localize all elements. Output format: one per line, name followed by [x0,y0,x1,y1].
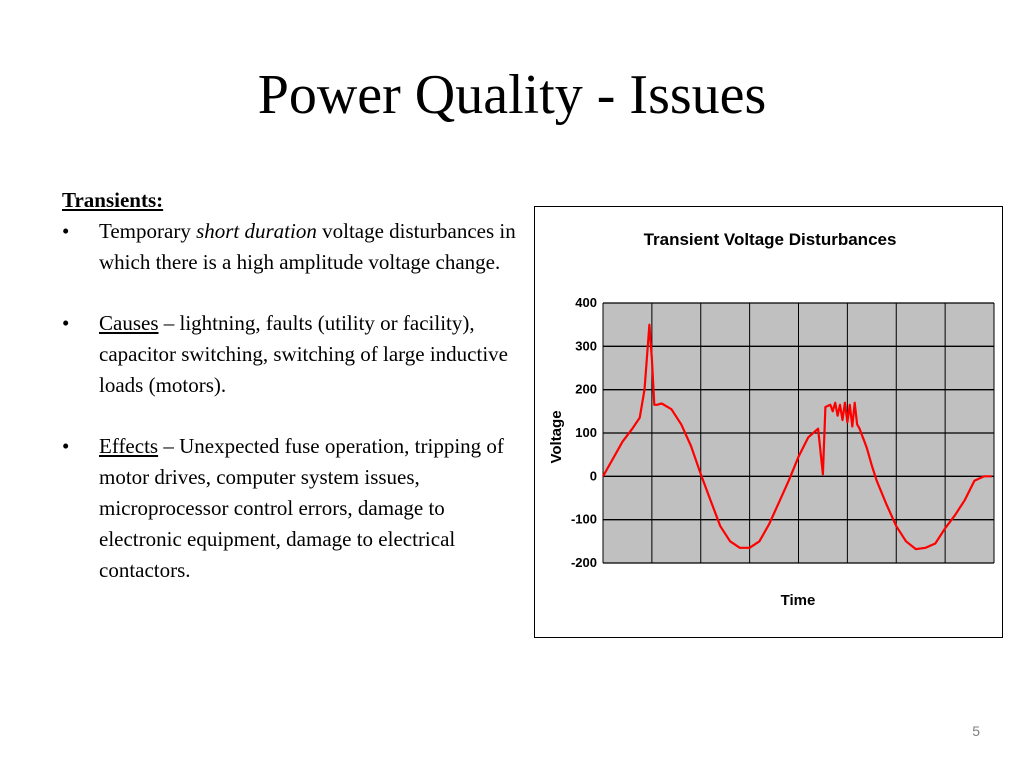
bullet-marker: • [62,311,70,335]
x-axis-label: Time [780,592,816,609]
chart-title: Transient Voltage Disturbances [643,230,897,249]
bullet-marker: • [62,219,70,243]
slide-title: Power Quality - Issues [257,64,767,126]
y-tick-label: -200 [570,555,597,570]
y-tick-label: 300 [575,338,597,354]
effects-keyword: Effects [99,434,159,458]
y-tick-label: 200 [575,381,597,397]
bullet-definition [62,216,517,278]
y-tick-label: -100 [570,511,597,527]
y-axis-label: Voltage [548,410,565,464]
bullet-marker: • [62,434,70,458]
section-heading: Transients: [62,188,164,212]
definition-emphasis: short duration [196,219,317,243]
bullet-effects [62,431,517,586]
causes-keyword: Causes [99,311,159,335]
chart-frame [534,206,1003,638]
page-number: 5 [972,723,980,739]
y-tick-label: 0 [589,468,597,484]
effects-text: – Unexpected fuse operation, tripping of motor drives, computer system issues, microprocessor control errors, damage to electronic equipment, damage to electrical contactors. [99,434,504,582]
bullet-causes [62,308,517,401]
y-tick-label: 400 [575,295,597,310]
slide-body [62,185,517,586]
definition-rest: voltage disturbances in which there is a high amplitude voltage change. [99,219,516,274]
definition-lead: Temporary [99,219,197,243]
y-tick-labels [571,295,597,570]
voltage-chart [535,207,1002,637]
y-tick-label: 100 [575,425,597,440]
causes-text: – lightning, faults (utility or facility), capacitor switching, switching of large inductive loads (motors). [99,311,508,397]
